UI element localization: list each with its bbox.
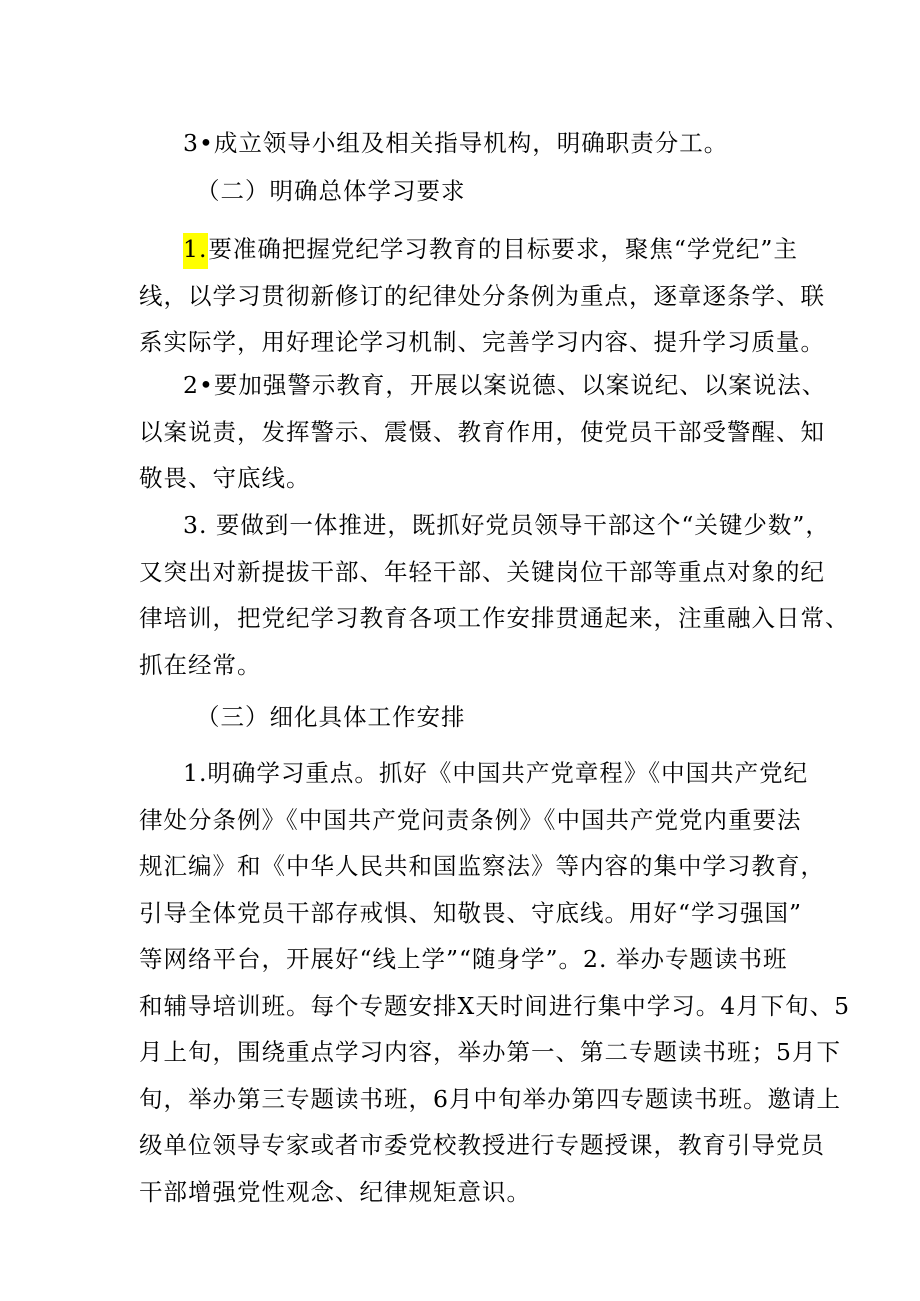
- paragraph-line: 律培训，把党纪学习教育各项工作安排贯通起来，注重融入日常、: [139, 604, 850, 632]
- paragraph-item-b3: [139, 502, 850, 688]
- paragraph-line: 2•要加强警示教育，开展以案说德、以案说纪、以案说法、: [183, 371, 827, 399]
- highlighted-number: 1.: [183, 233, 208, 269]
- section-heading-3: （三）细化具体工作安排: [196, 703, 466, 731]
- paragraph-line: 1.明确学习重点。抓好《中国共产党章程》《中国共产党纪: [183, 759, 809, 787]
- paragraph-line: 系实际学，用好理论学习机制、完善学习内容、提升学习质量。: [139, 328, 825, 356]
- paragraph-item-b1: [139, 226, 825, 366]
- paragraph-line: 月上旬，围绕重点学习内容，举办第一、第二专题读书班；5月下: [139, 1038, 841, 1066]
- paragraph-line: 3•成立领导小组及相关指导机构，明确职责分工。: [183, 129, 729, 157]
- paragraph-line: 律处分条例》《中国共产党问责条例》《中国共产党党内重要法: [139, 805, 802, 834]
- paragraph-line: 干部增强党性观念、纪律规矩意识。: [139, 1177, 531, 1206]
- paragraph-line: 线，以学习贯彻新修订的纪律处分条例为重点，逐章逐条学、联: [139, 281, 825, 310]
- paragraph-line: 又突出对新提拔干部、年轻干部、关键岗位干部等重点对象的纪: [139, 557, 825, 586]
- paragraph-line: 级单位领导专家或者市委党校教授进行专题授课，教育引导党员: [139, 1131, 825, 1159]
- paragraph-line: 旬，举办第三专题读书班，6月中旬举办第四专题读书班。邀请上: [139, 1084, 841, 1113]
- paragraph-line: 规汇编》和《中华人民共和国监察法》等内容的集中学习教育，: [139, 852, 825, 880]
- paragraph-line: [139, 226, 825, 273]
- paragraph-line: 引导全体党员干部存戒惧、知敬畏、守底线。用好“学习强国”: [139, 898, 803, 927]
- paragraph-line: 以案说责，发挥警示、震慑、教育作用，使党员干部受警醒、知: [139, 417, 825, 446]
- section-heading-2: （二）明确总体学习要求: [196, 177, 466, 205]
- paragraph-line: 敬畏、守底线。: [139, 464, 311, 492]
- paragraph-line-text: 要准确把握党纪学习教育的目标要求，聚焦“学党纪”主: [208, 235, 798, 263]
- paragraph-item-c1: [139, 750, 850, 1215]
- paragraph-item-b2: [139, 362, 826, 502]
- paragraph-line: 和辅导培训班。每个专题安排X天时间进行集中学习。4月下旬、5: [139, 991, 851, 1020]
- paragraph-line: 抓在经常。: [139, 650, 262, 679]
- paragraph-line: 3. 要做到一体推进，既抓好党员领导干部这个“关键少数”，: [183, 511, 830, 539]
- paragraph-line: 等网络平台，开展好“线上学”“随身学”。2. 举办专题读书班: [139, 945, 788, 973]
- paragraph-item-a3: [183, 120, 728, 167]
